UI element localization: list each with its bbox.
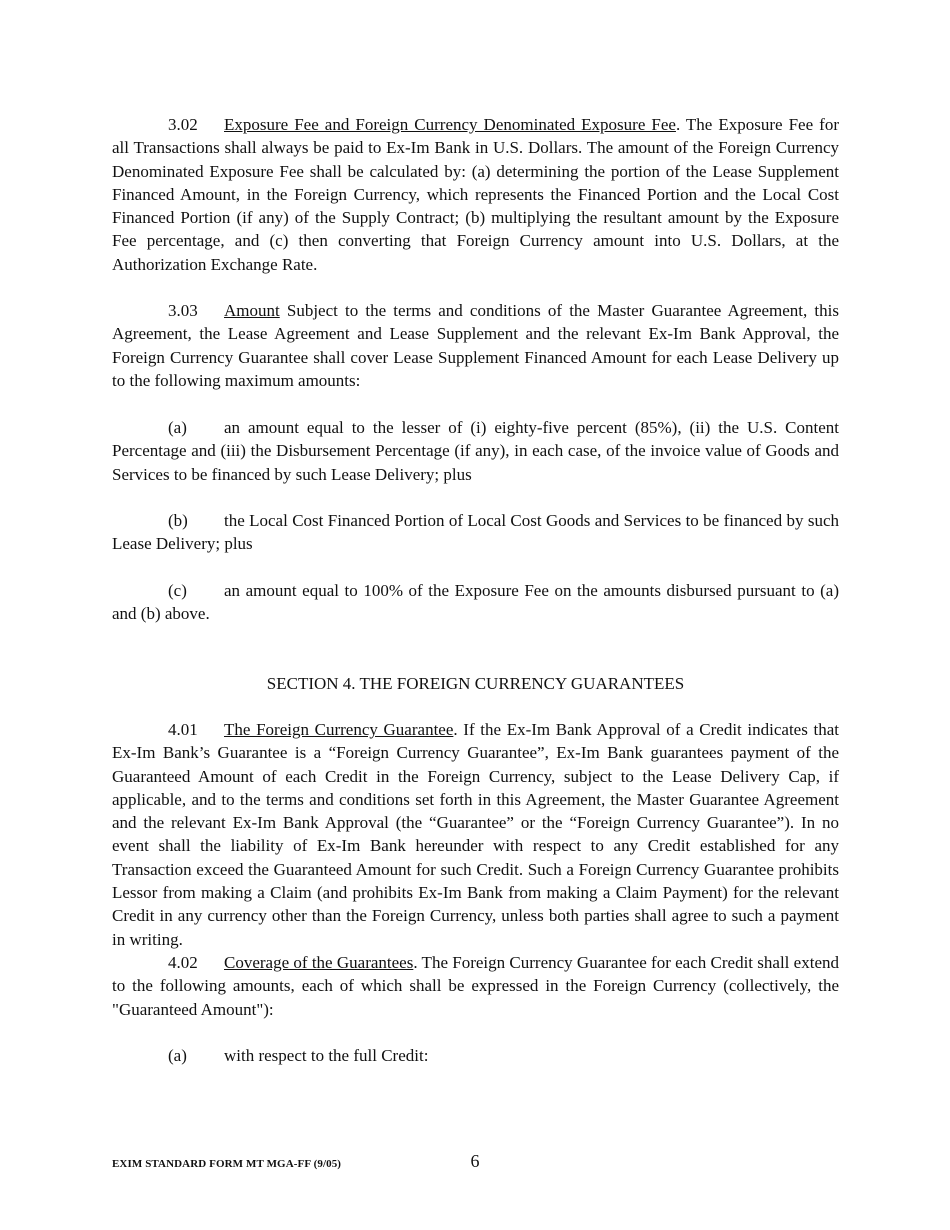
item-text: an amount equal to 100% of the Exposure Fee on the amounts disbursed pursuant to (a) and (b) above.: [112, 581, 839, 624]
section-4-02: [112, 951, 839, 1021]
section-title: Amount: [224, 301, 280, 320]
list-item: [112, 416, 839, 486]
section-body: . The Foreign Currency Guarantee for each Credit shall extend to the following amounts, each of which shall be expressed in the Foreign Currency (collectively, the "Guaranteed Amount"):: [112, 953, 839, 1019]
section-title: The Foreign Currency Guarantee: [224, 720, 454, 739]
section-3-03: [112, 299, 839, 392]
item-label: (b): [168, 511, 188, 530]
section-heading: SECTION 4. THE FOREIGN CURRENCY GUARANTEES: [266, 674, 685, 693]
section-number: 4.01: [168, 720, 198, 739]
section-4-01: [112, 718, 839, 951]
section-title: Exposure Fee and Foreign Currency Denominated Exposure Fee: [224, 115, 676, 134]
section-title: Coverage of the Guarantees: [224, 953, 414, 972]
section-3-02: [112, 113, 839, 276]
section-number: 4.02: [168, 953, 198, 972]
item-text: an amount equal to the lesser of (i) eighty-five percent (85%), (ii) the U.S. Content Percentage and (iii) the Disbursement Percentage (if any), in each case, of the invoice value of Goods and Services to be financed by such Lease Delivery; plus: [112, 418, 839, 484]
item-text: with respect to the full Credit:: [224, 1046, 429, 1065]
section-body: . The Exposure Fee for all Transactions shall always be paid to Ex-Im Bank in U.S. Dollars. The amount of the Foreign Currency Denominated Exposure Fee shall be calculated by: (a) determining the portion of the Lease Supplement Financed Amount, in the Foreign Currency, which represents the Financed Portion and the Local Cost Financed Portion (if any) of the Supply Contract; (b) multiplying the resultant amount by the Exposure Fee percentage, and (c) then converting that Foreign Currency amount into U.S. Dollars, at the Authorization Exchange Rate.: [112, 115, 839, 274]
item-label: (a): [168, 418, 187, 437]
item-label: (a): [168, 1046, 187, 1065]
section-number: 3.03: [168, 301, 198, 320]
item-text: the Local Cost Financed Portion of Local Cost Goods and Services to be financed by such Lease Delivery; plus: [112, 511, 839, 554]
footer-form-id: EXIM STANDARD FORM MT MGA-FF (9/05): [112, 1158, 342, 1170]
item-label: (c): [168, 581, 187, 600]
list-item: [112, 509, 839, 556]
section-body: Subject to the terms and conditions of the Master Guarantee Agreement, this Agreement, the Lease Agreement and Lease Supplement and the relevant Ex-Im Bank Approval, the Foreign Currency Guarantee shall cover Lease Supplement Financed Amount for each Lease Delivery up to the following maximum amounts:: [112, 301, 839, 390]
section-body: . If the Ex-Im Bank Approval of a Credit indicates that Ex-Im Bank’s Guarantee is a “Foreign Currency Guarantee”, Ex-Im Bank guarantees payment of the Guaranteed Amount of each Credit in the Foreign Currency, subject to the Lease Delivery Cap, if applicable, and to the terms and conditions set forth in this Agreement, the Master Guarantee Agreement and the relevant Ex-Im Bank Approval (the “Guarantee” or the “Foreign Currency Guarantee”). In no event shall the liability of Ex-Im Bank hereunder with respect to any Credit established for any Transaction exceed the Guaranteed Amount for such Credit. Such a Foreign Currency Guarantee prohibits Lessor from making a Claim (and prohibits Ex-Im Bank from making a Claim Payment) for the relevant Credit in any currency other than the Foreign Currency, unless both parties shall agree to such a payment in writing.: [112, 720, 839, 949]
list-item: [112, 1044, 839, 1067]
page-number: 6: [470, 1151, 480, 1171]
section-number: 3.02: [168, 115, 198, 134]
list-item: [112, 579, 839, 626]
